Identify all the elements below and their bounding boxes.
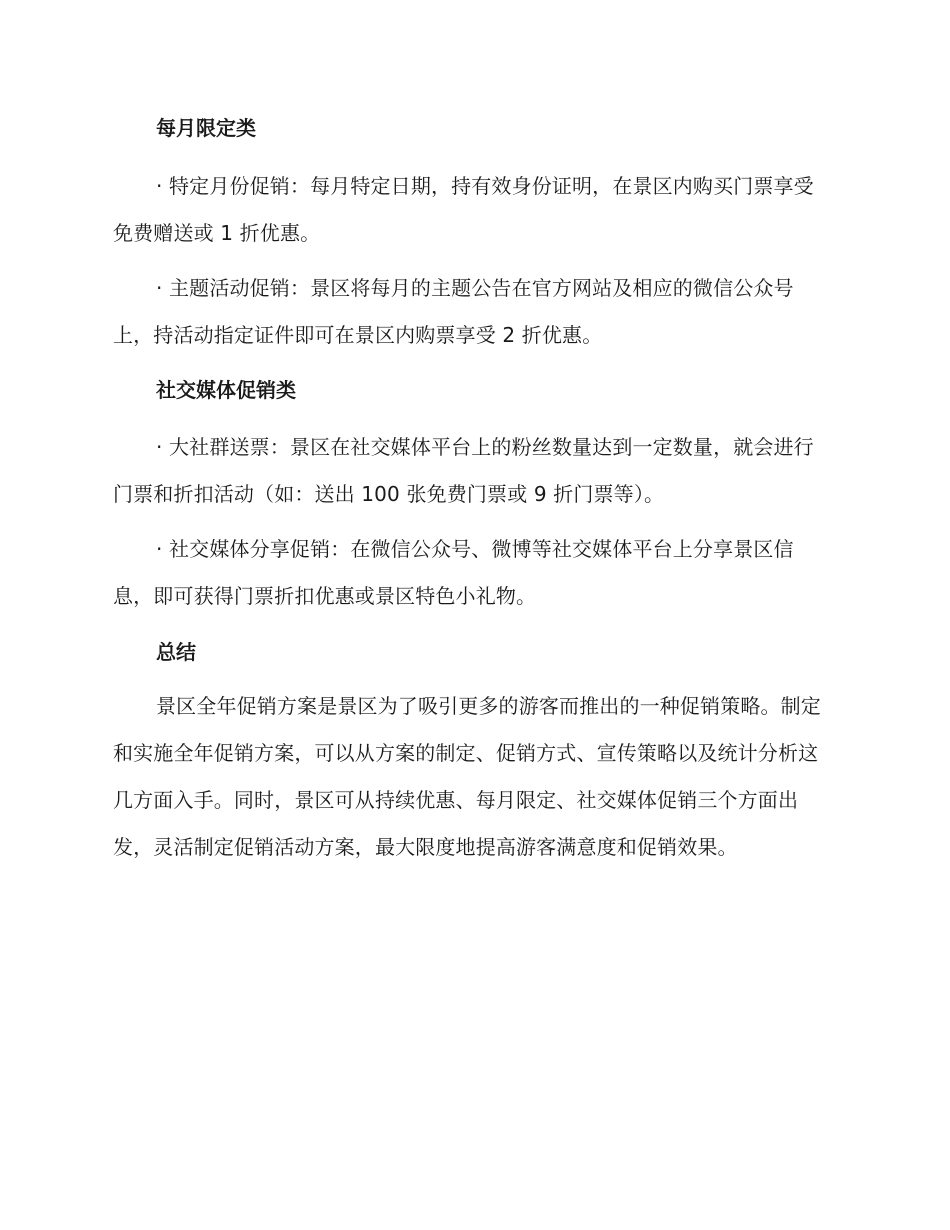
paragraph-monthly-specific: · 特定月份促销：每月特定日期，持有效身份证明，在景区内购买门票享受免费赠送或 1 折优惠。 [113, 174, 814, 245]
section-heading-summary: 总结 [156, 640, 196, 664]
paragraph-summary: 景区全年促销方案是景区为了吸引更多的游客而推出的一种促销策略。制定和实施全年促销方案，可以从方案的制定、促销方式、宣传策略以及统计分析这几方面入手。同时，景区可从持续优惠、每月限定、社交媒体促销三个方面出发，灵活制定促销活动方案，最大限度地提高游客满意度和促销效果。 [113, 694, 821, 859]
paragraph-social-giveaway: · 大社群送票：景区在社交媒体平台上的粉丝数量达到一定数量，就会进行门票和折扣活动（如：送出 100 张免费门票或 9 折门票等）。 [113, 435, 814, 506]
section-heading-monthly: 每月限定类 [156, 116, 256, 140]
paragraph-social-share: · 社交媒体分享促销：在微信公众号、微博等社交媒体平台上分享景区信息，即可获得门票折扣优惠或景区特色小礼物。 [113, 537, 794, 608]
paragraph-monthly-theme: · 主题活动促销：景区将每月的主题公告在官方网站及相应的微信公众号上，持活动指定证件即可在景区内购票享受 2 折优惠。 [113, 276, 794, 347]
section-heading-social: 社交媒体促销类 [156, 378, 296, 402]
